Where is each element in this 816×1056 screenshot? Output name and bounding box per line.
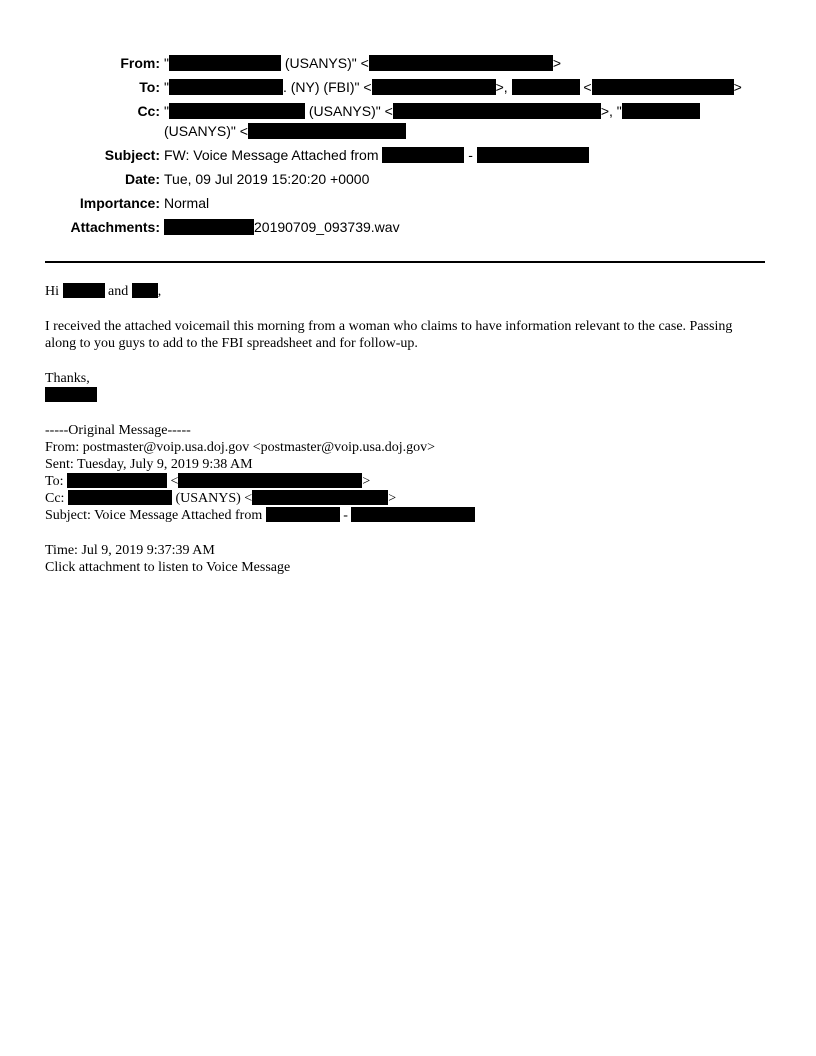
original-cc-close: > — [388, 491, 397, 506]
redaction-box — [372, 79, 496, 95]
body-paragraph-line-1: I received the attached voicemail this morning from a woman who claims to have information relevant to the case. Passing — [45, 319, 733, 334]
from-quote: " — [164, 55, 169, 71]
greeting-hi: Hi — [45, 284, 63, 299]
original-sent-line: Sent: Tuesday, July 9, 2019 9:38 AM — [45, 457, 253, 472]
redaction-box — [382, 147, 464, 163]
original-to-label: To: — [45, 474, 67, 489]
header-to-row — [0, 77, 816, 97]
cc-quote: " — [164, 103, 169, 119]
redaction-box — [164, 219, 254, 235]
voicemail-instruction-line: Click attachment to listen to Voice Message — [45, 560, 291, 575]
to-close: > — [733, 79, 742, 95]
attachment-link[interactable] — [164, 217, 400, 237]
from-org: (USANYS)" < — [280, 55, 369, 71]
redaction-box — [68, 490, 172, 505]
header-attachments-row — [0, 217, 816, 237]
header-from-row — [0, 53, 816, 73]
cc-value — [164, 101, 700, 121]
redaction-box — [169, 55, 281, 71]
sign-off: Thanks, — [45, 371, 90, 386]
cc-org-2: (USANYS)" < — [164, 123, 248, 139]
original-to-open: < — [166, 474, 179, 489]
redaction-box — [351, 507, 475, 522]
redaction-box — [169, 103, 305, 119]
greeting-and: and — [104, 284, 132, 299]
original-cc-org: (USANYS) < — [171, 491, 253, 506]
attachments-label: Attachments: — [70, 219, 160, 235]
subject-label: Subject: — [104, 147, 160, 163]
date-value: Tue, 09 Jul 2019 15:20:20 +0000 — [164, 171, 370, 187]
redaction-box — [622, 103, 700, 119]
header-importance-row — [0, 193, 816, 213]
original-to-line — [45, 473, 370, 490]
redaction-box — [266, 507, 340, 522]
importance-label: Importance: — [79, 195, 160, 211]
original-subject-line — [45, 507, 475, 524]
to-label: To: — [139, 79, 160, 95]
importance-value: Normal — [164, 195, 210, 211]
header-date-row — [0, 169, 816, 189]
original-to-close: > — [362, 474, 371, 489]
body-paragraph-line-2: along to you guys to add to the FBI spreadsheet and for follow-up. — [45, 336, 418, 351]
cc-label: Cc: — [137, 103, 160, 119]
cc-org: (USANYS)" < — [304, 103, 393, 119]
redaction-box — [67, 473, 167, 488]
subject-text: FW: Voice Message Attached from — [164, 147, 383, 163]
greeting-line — [45, 283, 161, 300]
redaction-box — [132, 283, 158, 298]
header-cc-row — [0, 101, 816, 121]
to-quote: " — [164, 79, 169, 95]
to-org: . (NY) (FBI)" < — [282, 79, 372, 95]
redaction-box — [45, 387, 97, 402]
original-cc-label: Cc: — [45, 491, 68, 506]
redaction-box — [592, 79, 734, 95]
cc-separator: >, " — [600, 103, 622, 119]
redaction-box — [369, 55, 553, 71]
redaction-box — [477, 147, 589, 163]
redaction-box — [63, 283, 105, 298]
redaction-box — [169, 79, 283, 95]
original-from-line: From: postmaster@voip.usa.doj.gov <postmaster@voip.usa.doj.gov> — [45, 440, 435, 455]
header-cc-row-2 — [0, 121, 816, 141]
to-value — [164, 77, 742, 97]
date-label: Date: — [124, 171, 160, 187]
redaction-box — [248, 123, 406, 139]
voicemail-time-line: Time: Jul 9, 2019 9:37:39 AM — [45, 543, 215, 558]
header-divider — [45, 261, 765, 263]
cc-value-continued — [164, 121, 406, 141]
redaction-box — [252, 490, 388, 505]
from-value — [164, 53, 561, 73]
from-label: From: — [120, 55, 160, 71]
subject-dash: - — [464, 147, 477, 163]
attachment-filename[interactable]: 20190709_093739.wav — [254, 219, 400, 235]
original-message-separator: -----Original Message----- — [45, 423, 191, 438]
greeting-comma: , — [157, 284, 162, 299]
subject-value — [164, 145, 589, 165]
from-close: > — [552, 55, 561, 71]
to-open-bracket: < — [579, 79, 592, 95]
redaction-box — [178, 473, 362, 488]
header-subject-row — [0, 145, 816, 165]
signature-line — [45, 387, 97, 404]
redaction-box — [393, 103, 601, 119]
original-cc-line — [45, 490, 396, 507]
original-subject-text: Subject: Voice Message Attached from — [45, 508, 266, 523]
to-separator: >, — [495, 79, 512, 95]
original-subject-dash: - — [339, 508, 352, 523]
redaction-box — [512, 79, 580, 95]
